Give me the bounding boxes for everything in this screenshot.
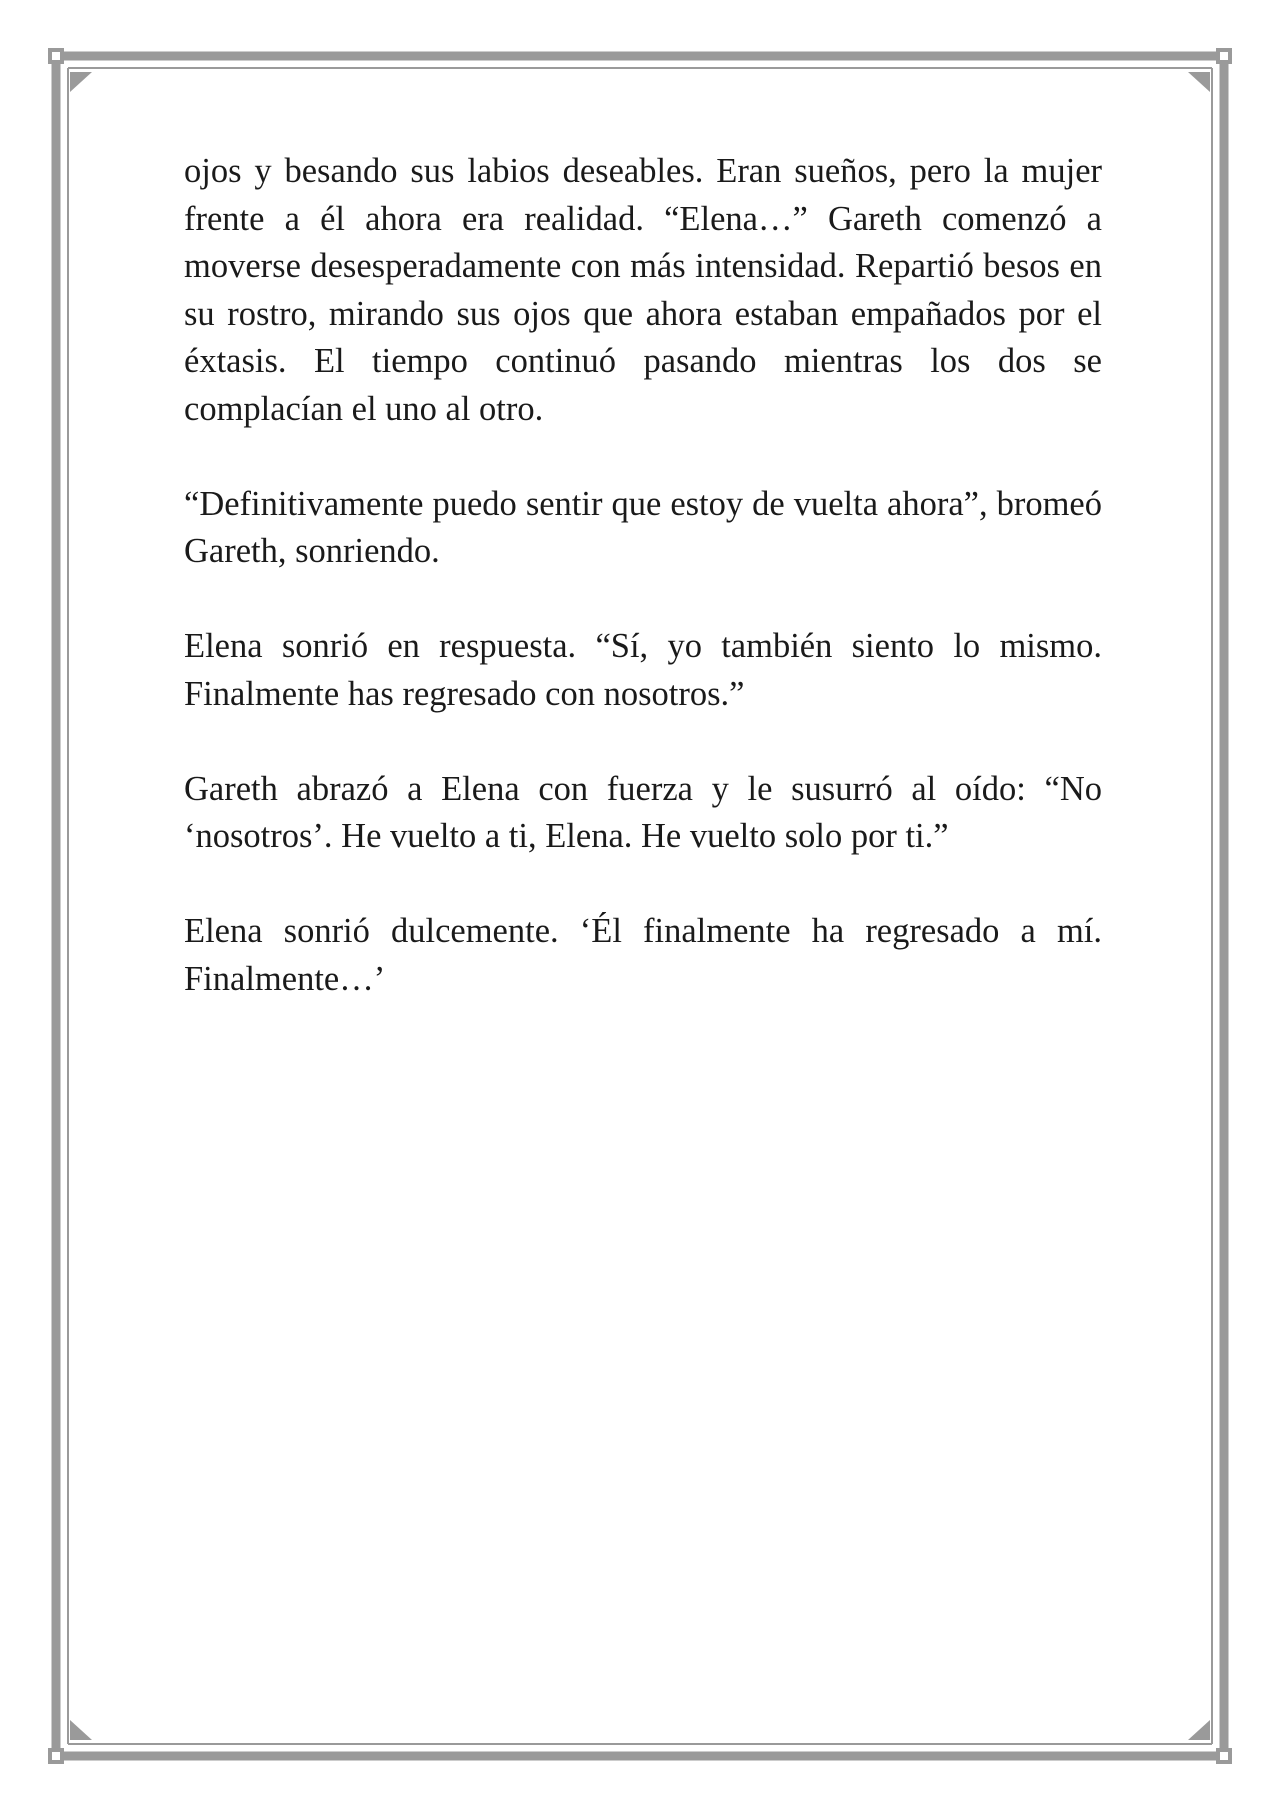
paragraph-5: Elena sonrió dulcemente. ‘Él finalmente ha regresado a mí. Finalmente…’ bbox=[184, 912, 1102, 998]
paragraph-3: Elena sonrió en respuesta. “Sí, yo también siento lo mismo. Finalmente has regresado con nosotros.” bbox=[184, 627, 1102, 713]
paragraph-2: “Definitivamente puedo sentir que estoy de vuelta ahora”, bromeó Gareth, sonriendo. bbox=[184, 484, 1102, 570]
paragraph-1: ojos y besando sus labios deseables. Eran sueños, pero la mujer frente a él ahora era realidad. “Elena…” Gareth comenzó a moverse desesperadamente con más intensidad. Repartió besos en su rostro, mirando sus ojos que ahora estaban empañados por el éxtasis. El tiempo continuó pasando mientras los dos se complacían el uno al otro. bbox=[184, 152, 1102, 428]
document-body bbox=[184, 148, 1102, 1051]
paragraph-4: Gareth abrazó a Elena con fuerza y le susurró al oído: “No ‘nosotros’. He vuelto a ti, Elena. He vuelto solo por ti.” bbox=[184, 769, 1102, 855]
